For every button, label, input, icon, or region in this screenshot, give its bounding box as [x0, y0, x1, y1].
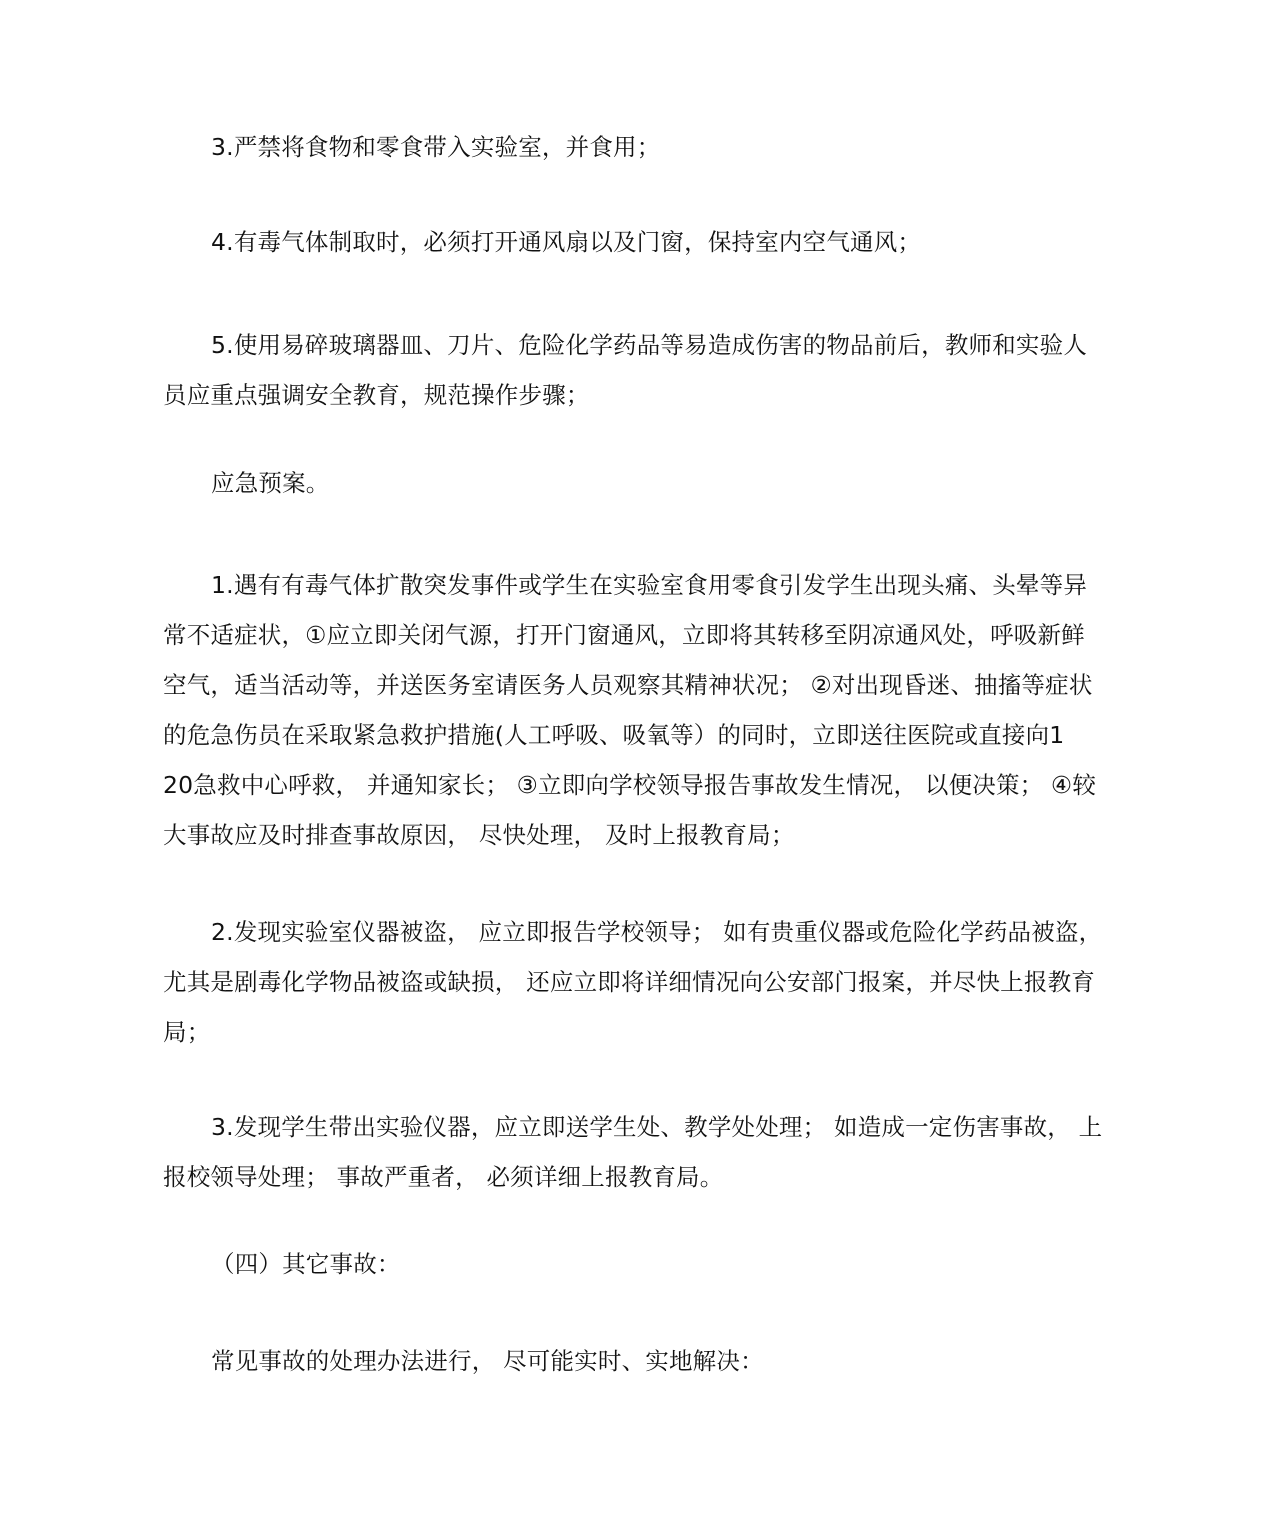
- heading-emergency-plan: [163, 458, 1123, 508]
- paragraph-line: 大事故应及时排查事故原因， 尽快处理， 及时上报教育局；: [163, 821, 795, 849]
- paragraph-line: 20急救中心呼救， 并通知家长； ③立即向学校领导报告事故发生情况， 以便决策； ④较: [163, 771, 1097, 799]
- paragraph-common-accidents: [163, 1336, 1123, 1386]
- paragraph-instrument-removal: [163, 1102, 1123, 1202]
- paragraph-line: 员应重点强调安全教育，规范操作步骤；: [163, 381, 590, 409]
- paragraph-line: 的危急伤员在采取紧急救护措施(人工呼吸、吸氧等）的同时，立即送往医院或直接向1: [163, 721, 1065, 749]
- paragraph-food-ban: [163, 122, 1123, 172]
- paragraph-line: 1.遇有有毒气体扩散突发事件或学生在实验室食用零食引发学生出现头痛、头晕等异: [211, 571, 1088, 599]
- paragraph-line: 3.严禁将食物和零食带入实验室，并食用；: [211, 133, 661, 161]
- paragraph-line: 空气，适当活动等，并送医务室请医务人员观察其精神状况； ②对出现昏迷、抽搐等症状: [163, 671, 1093, 699]
- paragraph-toxic-gas-response: [163, 560, 1123, 860]
- paragraph-line: 局；: [163, 1018, 211, 1046]
- paragraph-line: 报校领导处理； 事故严重者， 必须详细上报教育局。: [163, 1163, 724, 1191]
- paragraph-theft-response: [163, 907, 1123, 1057]
- paragraph-line: 常见事故的处理办法进行， 尽可能实时、实地解决：: [211, 1347, 764, 1375]
- heading-other-accidents: [163, 1239, 1123, 1289]
- paragraph-safety-education: [163, 320, 1123, 420]
- paragraph-ventilation: [163, 217, 1123, 267]
- paragraph-line: 4.有毒气体制取时，必须打开通风扇以及门窗，保持室内空气通风；: [211, 228, 922, 256]
- paragraph-line: 3.发现学生带出实验仪器，应立即送学生处、教学处处理； 如造成一定伤害事故， 上: [211, 1113, 1103, 1141]
- paragraph-line: 5.使用易碎玻璃器皿、刀片、危险化学药品等易造成伤害的物品前后，教师和实验人: [211, 331, 1088, 359]
- paragraph-line: 2.发现实验室仪器被盗， 应立即报告学校领导； 如有贵重仪器或危险化学药品被盗，: [211, 918, 1103, 946]
- paragraph-line: （四）其它事故：: [211, 1250, 401, 1278]
- paragraph-line: 尤其是剧毒化学物品被盗或缺损， 还应立即将详细情况向公安部门报案，并尽快上报教育: [163, 968, 1095, 996]
- paragraph-line: 应急预案。: [211, 469, 330, 497]
- paragraph-line: 常不适症状，①应立即关闭气源，打开门窗通风，立即将其转移至阴凉通风处，呼吸新鲜: [163, 621, 1085, 649]
